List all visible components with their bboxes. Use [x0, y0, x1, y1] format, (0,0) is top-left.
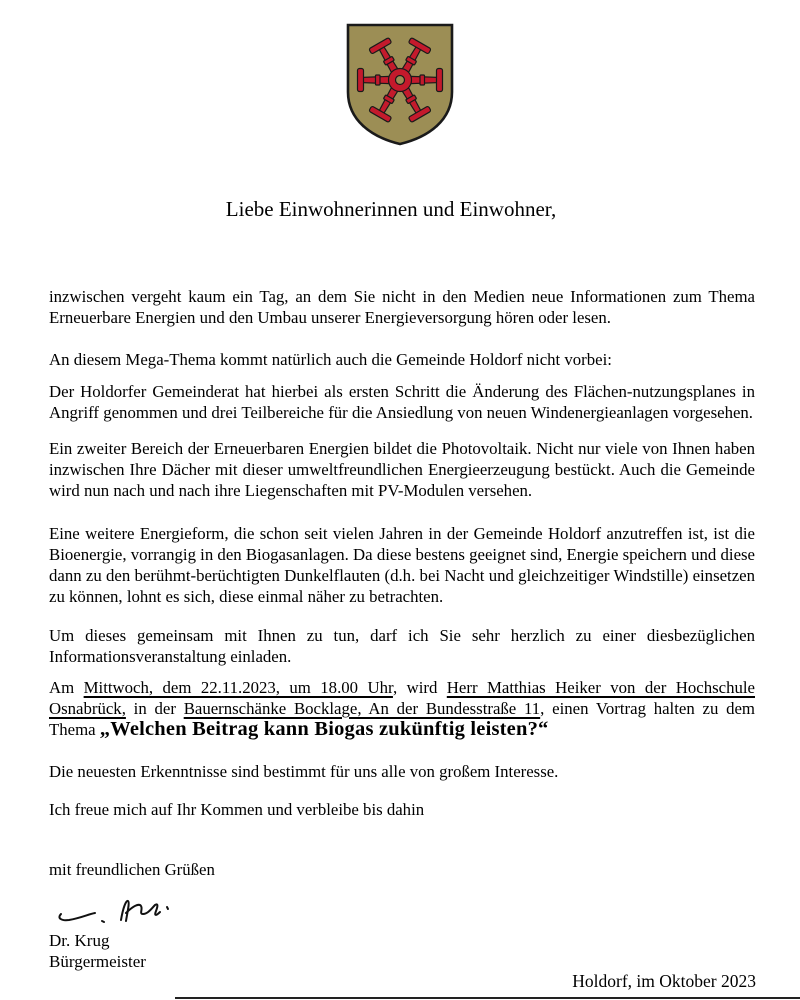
paragraph-mega-thema: An diesem Mega-Thema kommt natürlich auch die Gemeinde Holdorf nicht vorbei:	[49, 350, 612, 369]
regards-line: mit freundlichen Grüßen	[49, 860, 215, 879]
paragraph-kommen: Ich freue mich auf Ihr Kommen und verbleibe bis dahin	[49, 800, 425, 819]
paragraph-interesse: Die neuesten Erkenntnisse sind bestimmt für uns alle von großem Interesse.	[49, 762, 559, 781]
signature-handwriting	[55, 894, 215, 930]
paragraph-gemeinderat: Der Holdorfer Gemeinderat hat hierbei als ersten Schritt die Änderung des Flächen-nutzungsplanes in Angriff genommen und drei Teilbereiche für die Ansiedlung von neuen Windenergieanlagen vorgesehen.	[49, 382, 755, 422]
event-location: Bauernschänke Bocklage, An der Bundesstraße 11	[183, 699, 541, 718]
event-mid2: in der	[125, 699, 184, 718]
signature-title: Bürgermeister	[49, 952, 146, 971]
footer-rule	[175, 997, 800, 999]
salutation: Liebe Einwohnerinnen und Einwohner,	[225, 197, 557, 221]
date-place: Holdorf, im Oktober 2023	[572, 971, 756, 991]
event-paragraph	[49, 677, 755, 740]
coat-of-arms-svg	[344, 22, 456, 148]
event-mid1: , wird	[392, 678, 447, 697]
event-date-time: Mittwoch, dem 22.11.2023, um 18.00 Uhr	[83, 678, 393, 697]
event-prefix: Am	[49, 678, 84, 697]
paragraph-intro: inzwischen vergeht kaum ein Tag, an dem Sie nicht in den Medien neue Informationen zum Thema Erneuerbare Energien und den Umbau unserer Energieversorgung hören oder lesen.	[49, 287, 755, 327]
event-title: „Welchen Beitrag kann Biogas zukünftig leisten?“	[99, 718, 549, 740]
signature-name: Dr. Krug	[49, 931, 110, 950]
letter-body	[49, 286, 755, 972]
event-speaker: Herr Matthias Heiker von der Hochschule Osnabrück,	[49, 678, 755, 718]
paragraph-bioenergie: Eine weitere Energieform, die schon seit vielen Jahren in der Gemeinde Holdorf anzutreffen ist, ist die Bioenergie, vorrangig in den Biogasanlagen. Da diese bestens geeignet sind, Energie speichern und diese dann zu den berühmt-berüchtigten Dunkelflauten (d.h. bei Nacht und gleichzeitiger Windstille) einsetzen zu können, lohnt es sich, diese einmal näher zu betrachten.	[49, 524, 755, 606]
holdorf-coat-of-arms-icon	[344, 22, 456, 148]
event-mid3: , einen Vortrag halten zu dem Thema	[49, 699, 755, 739]
paragraph-photovoltaik: Ein zweiter Bereich der Erneuerbaren Energien bildet die Photovoltaik. Nicht nur viele von Ihnen haben inzwischen Ihre Dächer mit dieser umweltfreundlichen Energieerzeugung bestückt. Auch die Gemeinde wird nun nach und nach ihre Liegenschaften mit PV-Modulen versehen.	[49, 439, 755, 500]
paragraph-einladung: Um dieses gemeinsam mit Ihnen zu tun, darf ich Sie sehr herzlich zu einer diesbezüglichen Informationsveranstaltung einladen.	[49, 626, 755, 666]
